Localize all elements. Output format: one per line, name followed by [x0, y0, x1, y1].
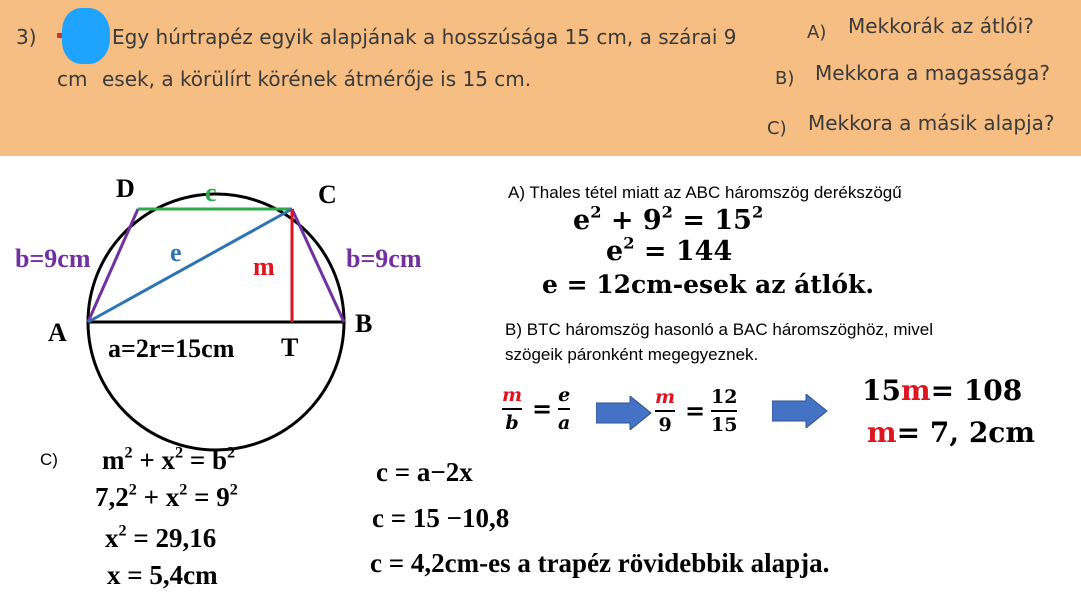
fraction-m-over-9: m 9 [655, 386, 676, 436]
problem-text-line1: Egy húrtrapéz egyik alapjának a hosszúsága 15 cm, a szárai 9 [112, 25, 737, 49]
option-a-letter: A) [807, 22, 827, 43]
partB-line1: B) BTC háromszög hasonló a BAC háromszöghöz, mivel [505, 320, 934, 339]
label-D: D [116, 174, 135, 203]
arrow-right-icon [596, 396, 652, 430]
option-c-letter: C) [767, 118, 787, 139]
equals-2: = [685, 396, 706, 425]
label-B: B [355, 309, 373, 338]
label-base: a=2r=15cm [108, 334, 235, 363]
problem-text-line2-start: cm [57, 67, 88, 91]
fraction-e-over-a: e a [558, 384, 571, 434]
partC-right3: c = 4,2cm-es a trapéz rövidebbik alapja. [370, 548, 830, 578]
label-C: C [318, 180, 337, 209]
label-m: m [253, 252, 275, 281]
partC-eq2: $7,2^2 + x^2 = 9^2$ [95, 480, 238, 512]
partC-right2: c = 15 −10,8 [372, 503, 510, 533]
leg-BC [292, 209, 344, 322]
leg-AD [88, 209, 138, 322]
problem-number: 3) [16, 25, 37, 49]
partC-eq1: $m^2 + x^2 = b^2$ [102, 443, 236, 475]
partC-eq4: x = 5,4cm [107, 560, 218, 590]
label-A: A [48, 318, 67, 347]
arrow-right-icon-2 [772, 394, 828, 428]
label-e: e [170, 238, 182, 267]
partB-result2: m= 7, 2cm [867, 416, 1035, 449]
partC-right1: c = a−2x [376, 457, 473, 487]
partA-eq3: e = 12cm-esek az átlók. [542, 270, 875, 299]
partC-eq3: $x^2 = 29,16$ [105, 521, 217, 553]
fraction-m-over-b: m b [502, 384, 523, 434]
partA-title: A) Thales tétel miatt az ABC háromszög derékszögű [508, 183, 902, 202]
option-b-text: Mekkora a magassága? [815, 61, 1051, 85]
label-c: c [205, 178, 217, 207]
option-c-text: Mekkora a másik alapja? [808, 111, 1055, 135]
partC-label: C) [40, 450, 58, 469]
option-b-letter: B) [775, 68, 795, 89]
problem-text-line2: esek, a körülírt körének átmérője is 15 cm. [102, 67, 532, 91]
label-T: T [281, 333, 299, 362]
partA-eq2: $e^2 = 144$ [606, 233, 733, 267]
fraction-12-over-15: 12 15 [711, 386, 738, 436]
partB-result1: 15m= 108 [862, 374, 1023, 407]
label-b-left: b=9cm [15, 244, 91, 273]
label-b-right: b=9cm [346, 244, 422, 273]
partA-eq1: $e^2 + 9^2 = 15^2$ [573, 202, 764, 236]
partB-line2: szögeik páronként megegyeznek. [505, 345, 759, 364]
equals-1: = [532, 394, 553, 423]
option-a-text: Mekkorák az átlói? [848, 14, 1034, 38]
